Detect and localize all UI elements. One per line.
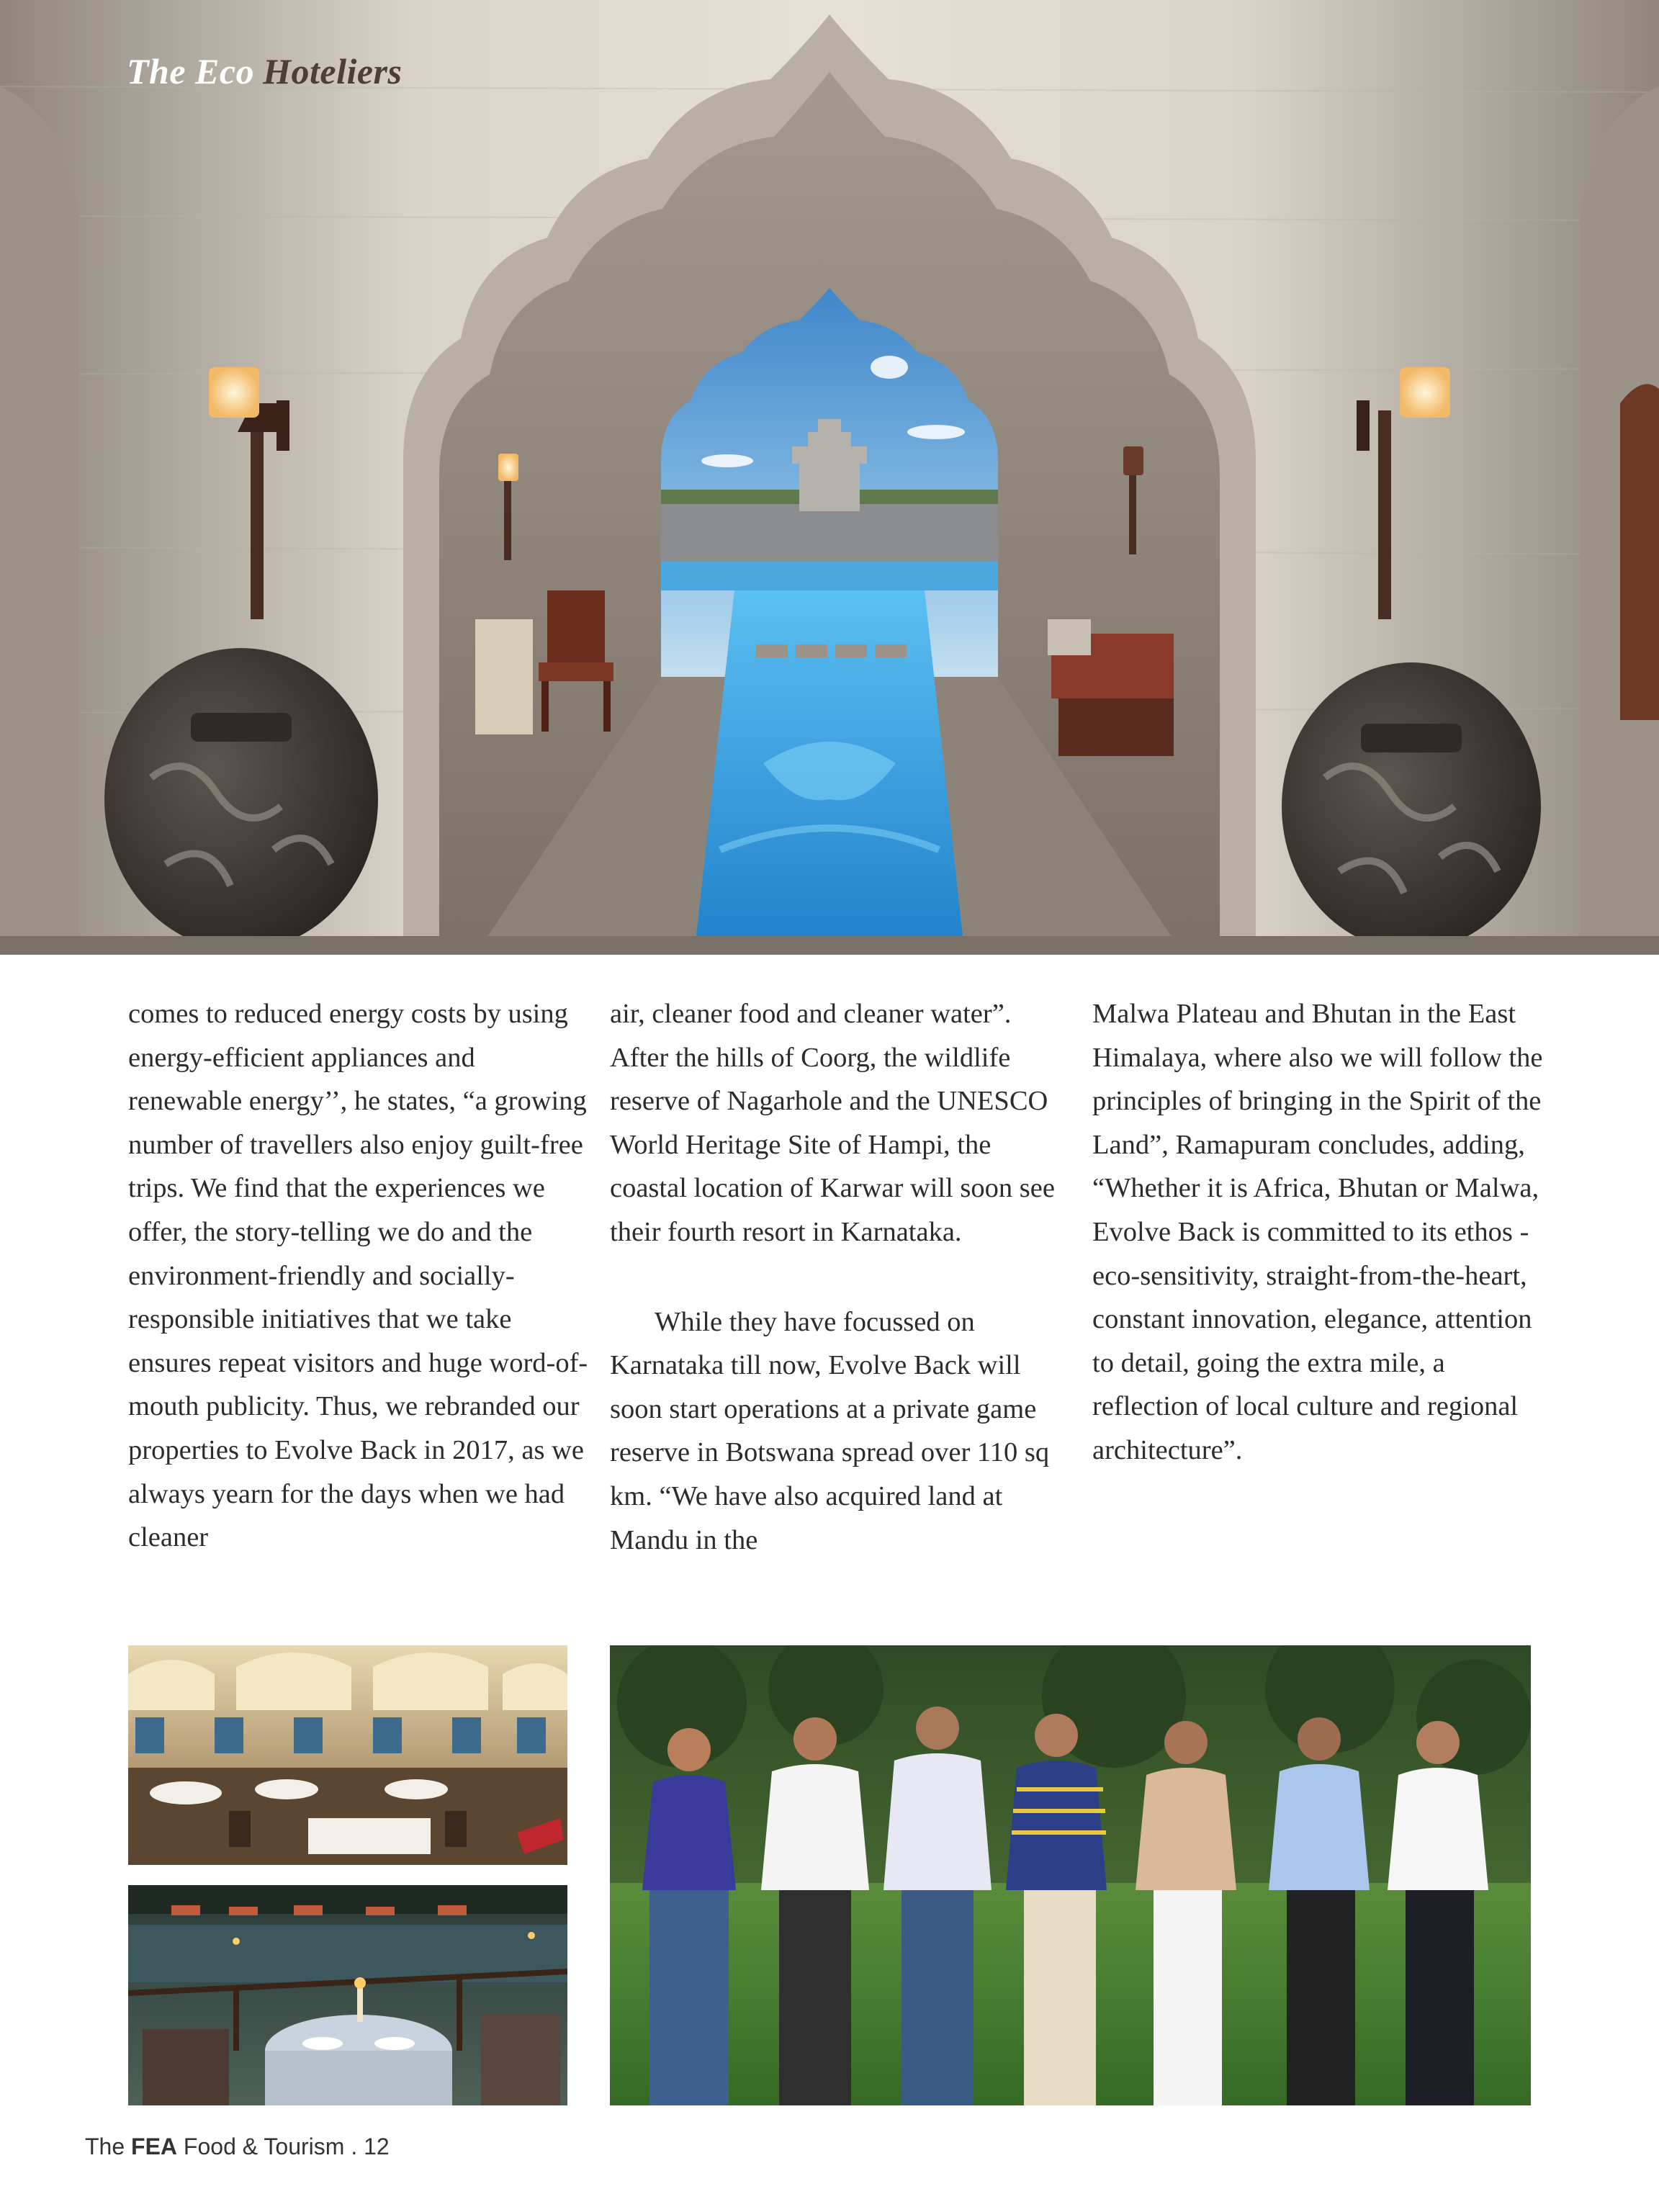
dining-hall-illustration — [128, 1645, 567, 1865]
hero-photo — [0, 0, 1659, 955]
paragraph: air, cleaner food and cleaner water”. After the hills of Coorg, the wildlife reserve of Nagarhole and the UNESCO World Heritage Site of Hampi, the coastal location of Karwar will soon see their fourth resort in Karnataka. — [610, 999, 1055, 1247]
text-column-3 — [1092, 992, 1553, 1473]
section-label-bold: The Eco — [127, 51, 255, 91]
footer-prefix: The — [85, 2134, 125, 2159]
paragraph: Malwa Plateau and Bhutan in the East Himalaya, where also we will follow the principles of bringing in the Spirit of the Land”, Ramapuram concludes, adding, “Whether it is Africa, Bhutan or Malwa, Evolve Back is committed to its ethos - eco-sensitivity, straight-from-the-heart, constant innovation, elegance, attention to detail, going the extra mile, a reflection of local culture and regional architecture”. — [1092, 999, 1543, 1465]
section-label-rest: Hoteliers — [263, 51, 403, 91]
footer-page: Food & Tourism . 12 — [183, 2134, 390, 2159]
paragraph: comes to reduced energy costs by using energy-efficient appliances and renewable energy’’, he states, “a growing number of travellers also enjoy guilt-free trips. We find that the experiences we offer, the story-telling we do and the environment-friendly and socially-responsible initiatives that we take ensures repeat visitors and huge word-of-mouth publicity. Thus, we rebranded our properties to Evolve Back in 2017, as we always yearn for the days when we had cleaner — [128, 999, 588, 1553]
section-label — [127, 50, 402, 92]
text-column-1 — [128, 992, 589, 1560]
paragraph: While they have focussed on Karnataka till now, Evolve Back will soon start operations at a private game reserve in Botswana spread over 110 sq km. “We have also acquired land at Mandu in the — [610, 1306, 1050, 1555]
lakeside-dinner-illustration — [128, 1885, 567, 2105]
page-footer — [85, 2134, 390, 2160]
team-group-photo — [610, 1645, 1531, 2105]
dining-hall-photo — [128, 1645, 567, 1865]
team-group-illustration — [610, 1645, 1531, 2105]
text-column-2 — [610, 992, 1071, 1562]
footer-brand: FEA — [131, 2134, 178, 2159]
lakeside-dinner-photo — [128, 1885, 567, 2105]
palace-archway-pool-illustration — [0, 0, 1659, 955]
